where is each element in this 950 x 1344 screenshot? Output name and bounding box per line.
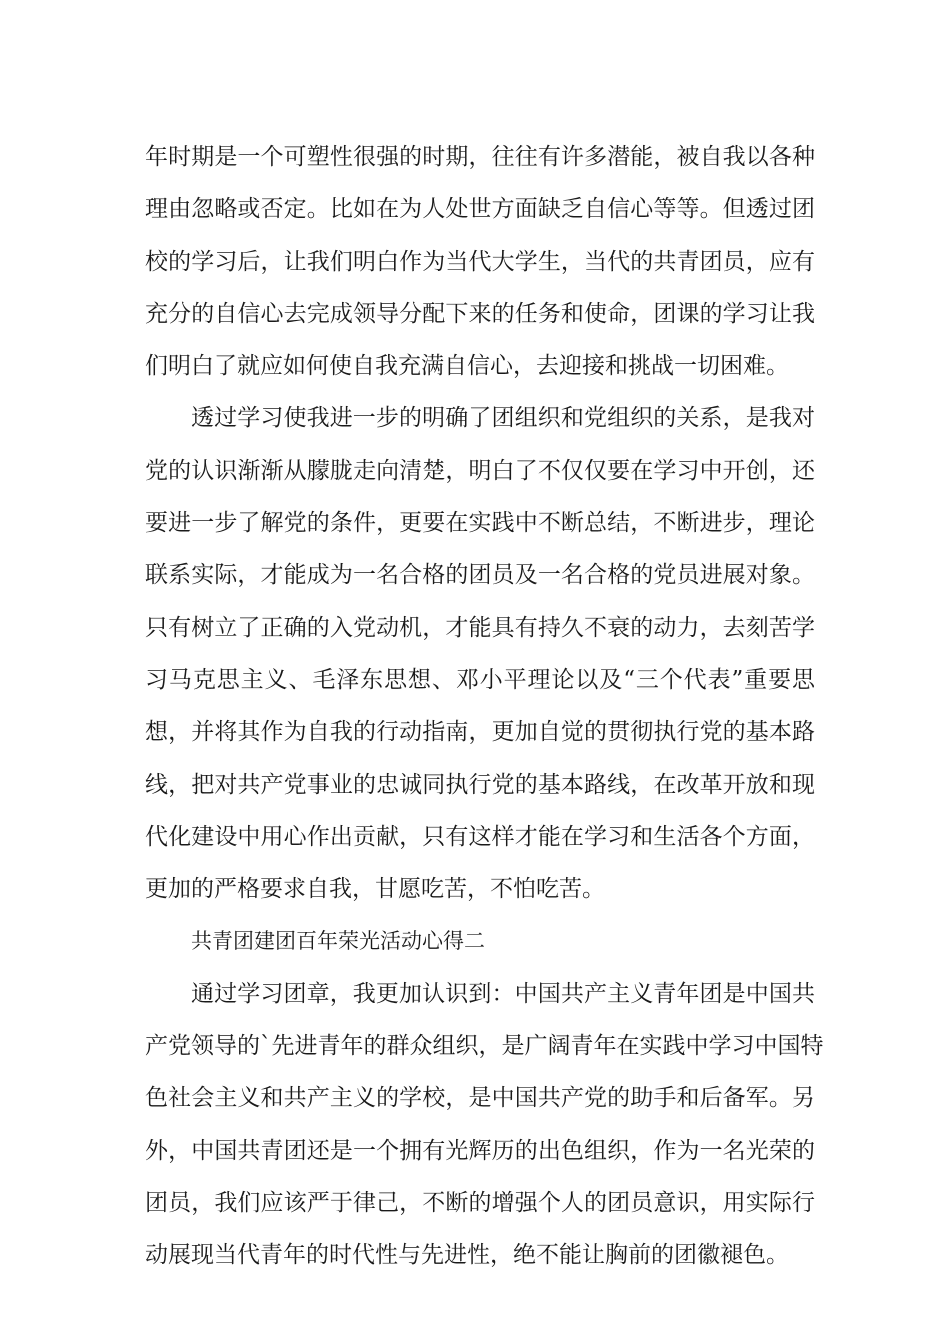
text-line: 想，并将其作为自我的行动指南，更加自觉的贯彻执行党的基本路	[145, 719, 815, 746]
text-line: 线，把对共产党事业的忠诚同执行党的基本路线，在改革开放和现	[145, 771, 815, 798]
text-line: 通过学习团章，我更加认识到：中国共产主义青年团是中国共	[191, 980, 815, 1007]
text-line: 校的学习后，让我们明白作为当代大学生，当代的共青团员，应有	[145, 248, 815, 275]
text-line: 理由忽略或否定。比如在为人处世方面缺乏自信心等等。但透过团	[145, 196, 815, 223]
text-line: 色社会主义和共产主义的学校，是中国共产党的助手和后备军。另	[145, 1085, 815, 1112]
text-line: 习马克思主义、毛泽东思想、邓小平理论以及“三个代表”重要思	[145, 666, 815, 693]
text-line: 更加的严格要求自我，甘愿吃苦，不怕吃苦。	[145, 876, 605, 903]
text-line: 年时期是一个可塑性很强的时期，往往有许多潜能，被自我以各种	[145, 144, 815, 170]
text-line: 外，中国共青团还是一个拥有光辉历的出色组织，作为一名光荣的	[145, 1137, 815, 1164]
text-line: 党的认识渐渐从朦胧走向清楚，明白了不仅仅要在学习中开创，还	[145, 457, 815, 484]
text-line: 动展现当代青年的时代性与先进性，绝不能让胸前的团徽褪色。	[145, 1242, 789, 1269]
text-line: 透过学习使我进一步的明确了团组织和党组织的关系，是我对	[191, 405, 815, 432]
text-line: 充分的自信心去完成领导分配下来的任务和使命，团课的学习让我	[145, 300, 815, 327]
text-line: 代化建设中用心作出贡献，只有这样才能在学习和生活各个方面，	[145, 823, 815, 850]
text-line: 联系实际，才能成为一名合格的团员及一名合格的党员进展对象。	[145, 562, 815, 589]
text-line: 们明白了就应如何使自我充满自信心，去迎接和挑战一切困难。	[145, 353, 789, 380]
text-line: 要进一步了解党的条件，更要在实践中不断总结，不断进步，理论	[145, 510, 815, 537]
section-heading: 共青团建团百年荣光活动心得二	[191, 929, 485, 954]
text-line: 团员，我们应该严于律己，不断的增强个人的团员意识，用实际行	[145, 1189, 815, 1216]
text-line: 只有树立了正确的入党动机，才能具有持久不衰的动力，去刻苦学	[145, 614, 815, 641]
text-line: 产党领导的`先进青年的群众组织，是广阔青年在实践中学习中国特	[145, 1033, 824, 1060]
document-body	[145, 131, 824, 1282]
